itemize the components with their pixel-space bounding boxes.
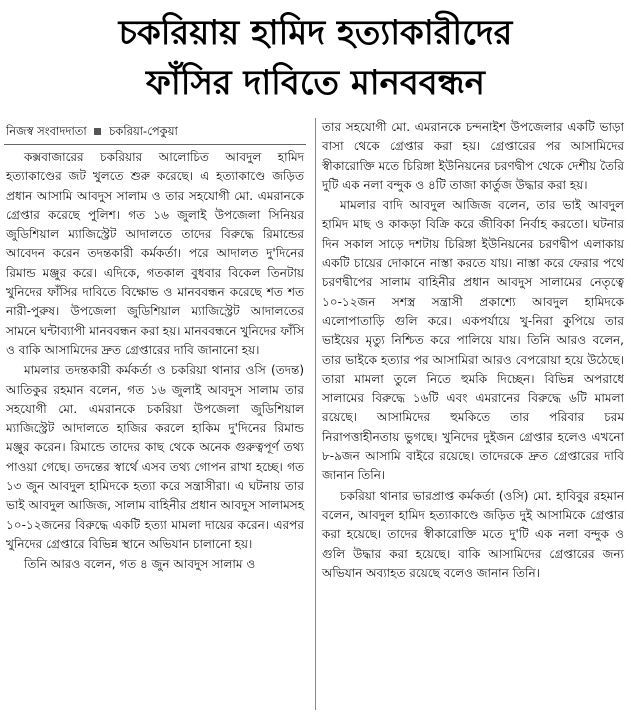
paragraph: মামলার বাদি আবদুল আজিজ বলেন, তার ভাই আবদুল হামিদ মাছ ও কাকড়া বিক্রি করে জীবিকা নির্বাহ করতো। ঘটনার দিন সকাল সাড়ে দশটায় চিরিঙ্গা ইউনিয়নের চরণদ্বীপ এলাকায় একটি চায়ের দোকানে নাস্তা করতে যায়। নাস্তা করে ফেরার পথে চরণদ্বীপের সালাম বাহিনীর প্রধান আবদুস সালামের নেতৃত্বে ১০-১২জন সশস্ত্র সন্ত্রাসী প্রকাশ্যে আবদুল হামিদকে এলোপাতাড়ি গুলি করে। একপর্যায়ে খু-নিরা কুপিয়ে তার ভাইয়ের মৃত্যু নিশ্চিত করে পালিয়ে যায়। তিনি আরও বলেন, তার ভাইকে হত্যার পর আসামিরা আরও বেপরোয়া হয়ে উঠেছে। তারা মামলা তুলে নিতে হুমকি দিচ্ছেন। বিভিন্ন অপরাধে সালামের বিরুদ্ধে ১৬টি এবং এমরানের বিরুদ্ধে ৬টি মামলা রয়েছে। আসামিদের হুমকিতে তার পরিবার চরম নিরাপত্তাহীনতায় ভুগছে। খুনিদের দুইজন গ্রেপ্তার হলেও এখনো ৮-৯জন আসামি বাইরে রয়েছে। তাদেরকে দ্রুত গ্রেপ্তারের দাবি জানান তিনি। bbox=[322, 198, 624, 483]
paragraph: মামলার তদন্তকারী কর্মকর্তা ও চকরিয়া থানার ওসি (তদন্ত) আতিকুর রহমান বলেন, গত ১৬ জুলাই আবদুস সালাম তার সহযোগী মো. এমরানকে চকরিয়া উপজেলা জুডিশিয়াল ম্যাজিস্ট্রেট আদালতে হাজির করলে হাকিম দু'দিনের রিমান্ড মঞ্জুর করেন। রিমান্ডে তাদের কাছ থেকে অনেক গুরুত্বপূর্ণ তথ্য পাওয়া গেছে। তদন্তের স্বার্থে এসব তথ্য গোপন রাখা হচ্ছে। গত ১৩ জুন আবদুল হামিদকে হত্যা করে সন্ত্রাসীরা। এ ঘটনায় তার ভাই আবদুল আজিজ, সালাম বাহিনীর প্রধান আবদুস সালামসহ ১০-১২জনের বিরুদ্ধে একটি হত্যা মামলা দায়ের করেন। এরপর খুনিদের গ্রেপ্তারে বিভিন্ন স্থানে অভিযান চালানো হয়। bbox=[6, 363, 304, 551]
paragraph: তার সহযোগী মো. এমরানকে চন্দনাইশ উপজেলার একটি ভাড়া বাসা থেকে গ্রেপ্তার করা হয়। গ্রেপ্তারের পর আসামিদের স্বীকারোক্তি মতে চিরিঙ্গা ইউনিয়নের চরণদ্বীপ থেকে দেশীয় তৈরি দুটি এক নলা বন্দুক ও ৪টি তাজা কার্তুজ উদ্ধার করা হয়। bbox=[322, 120, 624, 192]
paragraph: কক্সবাজারের চকরিয়ার আলোচিত আবদুল হামিদ হত্যাকাণ্ডের জট খুলতে শুরু করেছে। এ হত্যাকাণ্ডে জড়িত প্রধান আসামি আবদুস সালাম ও তার সহযোগী মো. এমরানকে গ্রেপ্তার করেছে পুলিশ। গত ১৬ জুলাই উপজেলা সিনিয়র জুডিশিয়াল ম্যাজিস্ট্রেট আদালতে তাদের বিরুদ্ধে রিমান্ডের আবেদন করেন তদন্তকারী কর্মকর্তা। পরে আদালত দু'দিনের রিমান্ড মঞ্জুর করে। এদিকে, গতকাল বুধবার বিকেল তিনটায় খুনিদের ফাঁসির দাবিতে বিক্ষোভ ও মানববন্ধন করেছে শত শত নারী-পুরুষ। উপজেলা জুডিশিয়াল ম্যাজিস্ট্রেট আদালতের সামনে ঘন্টাব্যাপী মানববন্ধন করা হয়। মানববন্ধনে খুনিদের ফাঁসি ও বাকি আসামিদের দ্রুত গ্রেপ্তারের দাবি জানানো হয়। bbox=[6, 150, 304, 357]
article-column-right bbox=[322, 118, 624, 583]
byline bbox=[6, 122, 306, 140]
byline-separator-icon bbox=[94, 128, 101, 135]
byline-location: চকরিয়া-পেকুয়া bbox=[109, 124, 178, 138]
headline-line-2: ফাঁসির দাবিতে মানববন্ধন bbox=[146, 63, 485, 103]
article-column-left bbox=[6, 148, 304, 575]
headline-line-1: চকরিয়ায় হামিদ হত্যাকারীদের bbox=[118, 13, 513, 53]
byline-rule bbox=[4, 144, 306, 145]
column-divider bbox=[315, 118, 316, 710]
paragraph: তিনি আরও বলেন, গত ৪ জুন আবদুস সালাম ও bbox=[24, 557, 256, 572]
paragraph: চকরিয়া থানার ভারপ্রাপ্ত কর্মকর্তা (ওসি) মো. হাবিবুর রহমান বলেন, আবদুল হামিদ হত্যাকাণ্ডে জড়িত দুই আসামিকে গ্রেপ্তার করা হয়েছে। তাদের স্বীকারোক্তি মতে দু'টি এক নলা বন্দুক ও গুলি উদ্ধার করা হয়েছে। বাকি আসামিদের গ্রেপ্তারের জন্য অভিযান অব্যাহত রয়েছে বলেও জানান তিনি। bbox=[322, 488, 624, 580]
byline-reporter: নিজস্ব সংবাদদাতা bbox=[6, 124, 87, 138]
